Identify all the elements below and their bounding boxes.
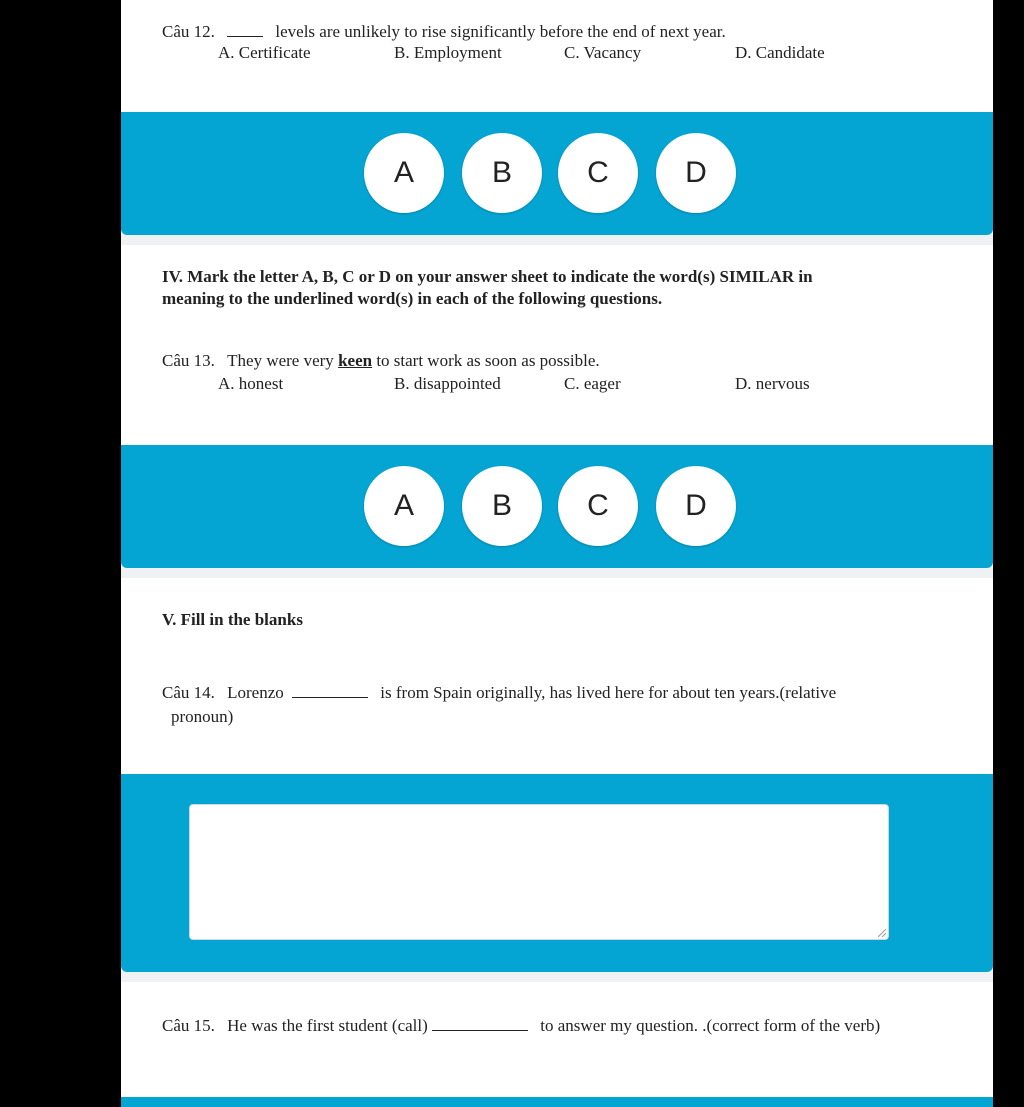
question-15-card [121,982,993,1097]
answer-b-button[interactable]: B [462,466,542,546]
section-4-instruction-line2: meaning to the underlined word(s) in each of the following questions. [162,289,663,308]
answer-a-button[interactable]: A [364,133,444,213]
question-15-stem-before: He was the first student (call) [227,1016,428,1035]
section-5-card [121,578,993,774]
section-4-card [121,245,993,445]
answer-d-button[interactable]: D [656,466,736,546]
question-13-option-c: C. eager [564,374,621,393]
question-12-option-b: B. Employment [394,43,502,62]
section-4-instruction-line1: IV. Mark the letter A, B, C or D on your answer sheet to indicate the word(s) SIMILAR in [162,267,813,286]
answer-c-button[interactable]: C [558,133,638,213]
question-12-option-a: A. Certificate [218,43,311,62]
question-12-text [162,22,726,42]
question-13-text [162,351,600,371]
question-12-blank [227,22,263,37]
question-15-number: Câu 15. [162,1016,215,1035]
question-15-blank [432,1016,528,1031]
separator [121,235,993,245]
question-14-number: Câu 14. [162,683,215,702]
separator [121,972,993,982]
question-13-answer-band [121,445,993,568]
question-13-option-b: B. disappointed [394,374,501,393]
answer-c-button[interactable]: C [558,466,638,546]
question-13-stem-before: They were very [227,351,334,370]
question-12-card [121,0,993,112]
question-13-stem-after: to start work as soon as possible. [376,351,600,370]
question-13-number: Câu 13. [162,351,215,370]
question-15-answer-band [121,1097,993,1107]
question-12-number: Câu 12. [162,22,215,41]
question-14-stem-after: is from Spain originally, has lived here for about ten years.(relative [380,683,837,702]
question-15-stem-after: to answer my question. .(correct form of the verb) [540,1016,881,1035]
question-13-keyword: keen [338,351,373,370]
question-13-option-d: D. nervous [735,374,810,393]
resize-handle-icon[interactable] [878,929,886,937]
answer-b-button[interactable]: B [462,133,542,213]
question-12-option-c: C. Vacancy [564,43,642,62]
question-14-answer-band [121,774,993,972]
separator [121,568,993,578]
question-14-stem-before: Lorenzo [227,683,284,702]
question-14-text [162,683,836,703]
answer-a-button[interactable]: A [364,466,444,546]
question-12-stem: levels are unlikely to rise significantly before the end of next year. [275,22,726,41]
question-14-blank [292,683,368,698]
answer-d-button[interactable]: D [656,133,736,213]
question-12-option-d: D. Candidate [735,43,825,62]
question-15-text [162,1016,880,1036]
section-5-title: V. Fill in the blanks [162,610,303,629]
question-13-option-a: A. honest [218,374,284,393]
quiz-page [121,0,993,1107]
question-14-text-line2: pronoun) [171,707,234,726]
question-12-answer-band [121,112,993,235]
answer-textarea[interactable] [189,804,889,940]
